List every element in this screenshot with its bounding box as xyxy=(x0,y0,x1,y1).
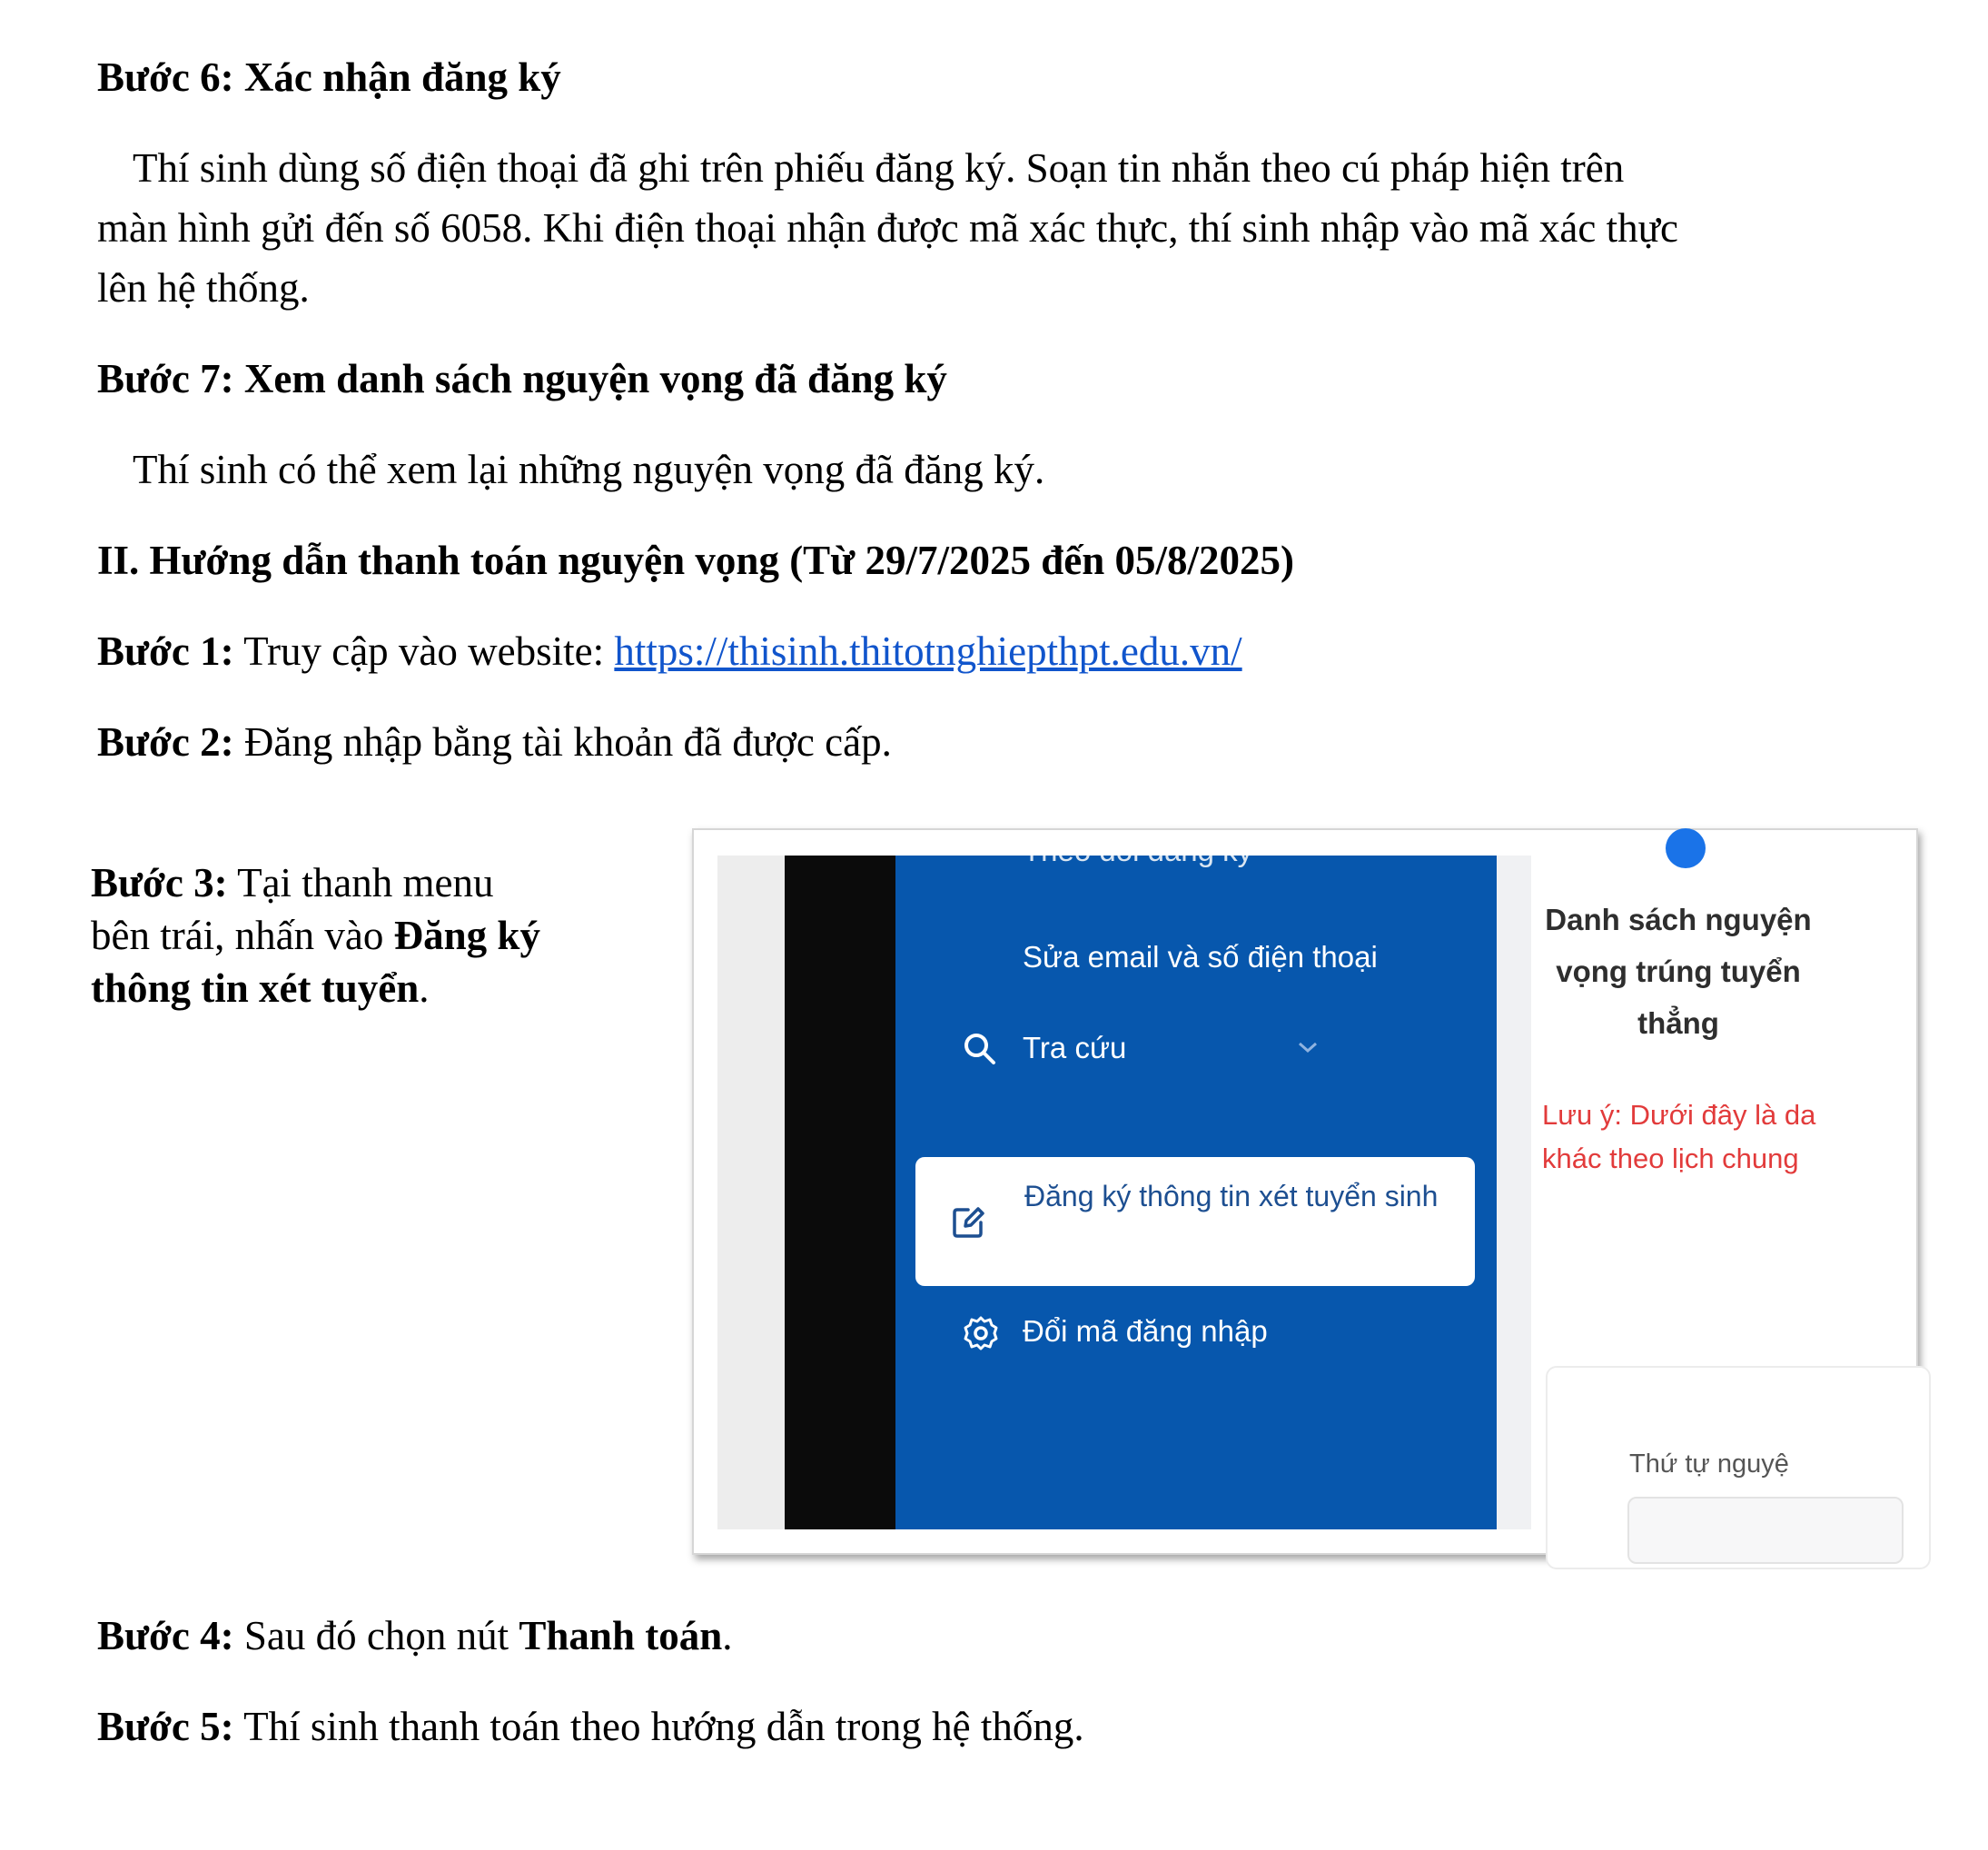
pay-step4-bold: Thanh toán xyxy=(519,1613,723,1658)
pay-step1-text: Truy cập vào website: xyxy=(233,628,615,674)
pay-step3-line2 xyxy=(91,909,540,962)
step6-text-line3: lên hệ thống. xyxy=(97,265,310,311)
pay-step5 xyxy=(97,1697,1084,1756)
step6-text-line2: màn hình gửi đến số 6058. Khi điện thoại nhận được mã xác thực, thí sinh nhập vào mã xác thực xyxy=(97,205,1678,251)
sidebar-item-register-label: Đăng ký thông tin xét tuyển sinh xyxy=(1024,1180,1439,1212)
sidebar-item-cut[interactable]: Theo dõi đăng ký xyxy=(1023,834,1253,867)
pay-step1 xyxy=(97,621,1242,681)
search-icon xyxy=(963,1032,997,1066)
gear-icon xyxy=(963,1315,999,1351)
sidebar-item-lookup[interactable]: Tra cứu xyxy=(1023,1031,1127,1064)
edit-icon xyxy=(950,1204,986,1241)
pay-step4-end: . xyxy=(722,1613,733,1658)
screenshot-figure xyxy=(692,828,1918,1555)
right-panel-note-line2: khác theo lịch chung xyxy=(1542,1143,1799,1174)
screenshot-left-margin xyxy=(717,856,785,1529)
pay-step2-label: Bước 2: xyxy=(97,719,234,765)
pay-step2 xyxy=(97,712,892,772)
website-link[interactable]: https://thisinh.thitotnghiepthpt.edu.vn/ xyxy=(614,628,1242,674)
chevron-down-icon[interactable] xyxy=(1297,1039,1319,1055)
pay-step5-text: Thí sinh thanh toán theo hướng dẫn trong hệ thống. xyxy=(233,1704,1084,1749)
sidebar-menu xyxy=(895,834,1497,1529)
step6-text-line1: Thí sinh dùng số điện thoại đã ghi trên phiếu đăng ký. Soạn tin nhắn theo cú pháp hiện trên xyxy=(133,145,1625,191)
right-panel xyxy=(1531,856,1894,1529)
pay-step3-line3 xyxy=(91,962,430,1014)
pay-step3-text1: Tại thanh menu xyxy=(227,860,494,905)
right-panel-card-label: Thứ tự nguyệ xyxy=(1629,1449,1789,1479)
step7-heading: Bước 7: Xem danh sách nguyện vọng đã đăng ký xyxy=(97,356,947,401)
pay-step4-text: Sau đó chọn nút xyxy=(233,1613,519,1658)
pay-step3-text2: bên trái, nhấn vào xyxy=(91,913,394,958)
sidebar-item-change-password[interactable]: Đổi mã đăng nhập xyxy=(1023,1314,1268,1348)
pay-step3-end: . xyxy=(419,965,430,1011)
pay-step1-label: Bước 1: xyxy=(97,628,234,674)
pay-step3-bold1: Đăng ký xyxy=(393,913,540,958)
right-panel-input[interactable] xyxy=(1627,1497,1904,1564)
pay-step3-bold2: thông tin xét tuyển xyxy=(91,965,420,1011)
screenshot-black-strip xyxy=(785,856,895,1529)
section2-heading: II. Hướng dẫn thanh toán nguyện vọng (Từ 29/7/2025 đến 05/8/2025) xyxy=(97,538,1294,583)
sidebar-item-edit-contact[interactable]: Sửa email và số điện thoại xyxy=(1023,940,1378,974)
pay-step2-text: Đăng nhập bằng tài khoản đã được cấp. xyxy=(233,719,892,765)
step7-text: Thí sinh có thể xem lại những nguyện vọng đã đăng ký. xyxy=(133,447,1045,492)
pay-step3-line1 xyxy=(91,856,494,909)
pay-step5-label: Bước 5: xyxy=(97,1704,234,1749)
right-panel-title: Danh sách nguyện vọng trúng tuyển thẳng xyxy=(1545,903,1812,1040)
status-dot xyxy=(1666,828,1706,868)
step6-heading: Bước 6: Xác nhận đăng ký xyxy=(97,54,561,100)
pay-step4-label: Bước 4: xyxy=(97,1613,234,1658)
pay-step3-label: Bước 3: xyxy=(91,860,228,905)
screenshot-gap xyxy=(1497,856,1531,1529)
sidebar-item-register[interactable] xyxy=(915,1157,1475,1286)
pay-step4 xyxy=(97,1606,733,1666)
right-panel-note-line1: Lưu ý: Dưới đây là da xyxy=(1542,1099,1816,1131)
